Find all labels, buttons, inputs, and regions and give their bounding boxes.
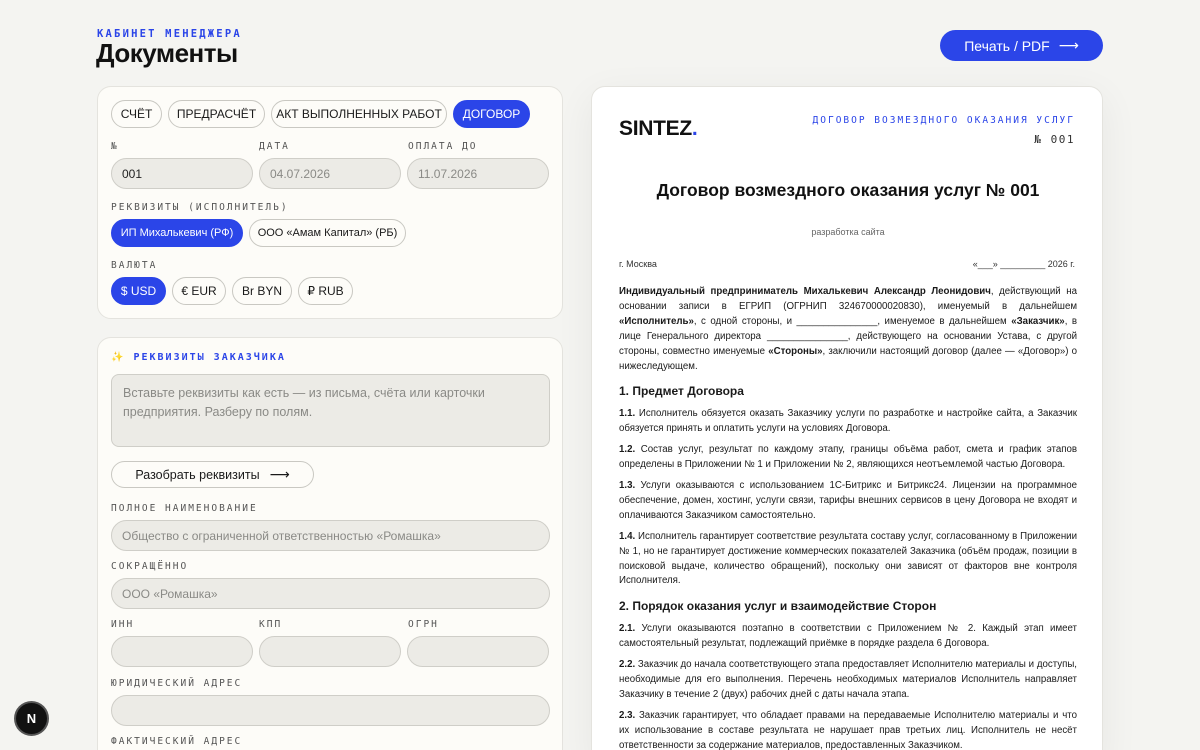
executor-option-ip[interactable]: ИП Михалькевич (РФ) [111, 219, 243, 247]
company-logo: SINTEZ. [619, 117, 698, 140]
currency-label: ВАЛЮТА [111, 260, 158, 271]
number-input[interactable]: 001 [111, 158, 253, 189]
date-label: ДАТА [259, 141, 290, 152]
print-pdf-label: Печать / PDF [964, 37, 1050, 54]
document-number: № 001 [1034, 133, 1075, 146]
legal-address-label: ЮРИДИЧЕСКИЙ АДРЕС [111, 678, 243, 689]
date-input[interactable]: 04.07.2026 [259, 158, 401, 189]
inn-label: ИНН [111, 619, 135, 630]
document-preview [591, 86, 1103, 750]
number-label: № [111, 141, 119, 152]
section-2-heading: 2. Порядок оказания услуг и взаимодействие Сторон [619, 599, 937, 614]
document-subtitle: разработка сайта [811, 227, 885, 237]
parse-details-label: Разобрать реквизиты [135, 467, 260, 482]
document-settings-card [97, 86, 563, 319]
doc-type-invoice[interactable]: СЧЁТ [111, 100, 162, 128]
currency-usd[interactable]: $ USD [111, 277, 166, 305]
clause-1-4: 1.4. Исполнитель гарантирует соответствие результата составу услуг, согласованному в Приложении № 1, но не гарантирует достижение коммерческих показателей Заказчика (объём продаж, позиции в поисковой выдаче, количество обращений), поскольку они зависят от факторов вне контроля Исполнителя. [619, 530, 1077, 587]
due-date-input[interactable]: 11.07.2026 [407, 158, 549, 189]
customer-details-card [97, 337, 563, 750]
print-pdf-button[interactable] [940, 30, 1103, 61]
clause-2-1: 2.1. Услуги оказываются поэтапно в соответствии с Приложением № 2. Каждый этап имеет самостоятельный результат, подлежащий приёмке в порядке раздела 6 Договора. [619, 623, 1077, 650]
currency-eur[interactable]: € EUR [172, 277, 226, 305]
doc-type-contract[interactable]: ДОГОВОР [453, 100, 530, 128]
document-body [619, 285, 1077, 750]
kpp-input[interactable] [259, 636, 401, 667]
clause-2-2: 2.2. Заказчик до начала соответствующего этапа предоставляет Исполнителю материалы и доступы, необходимые для его выполнения. Перечень необходимых материалов Исполнитель направляет Заказчику в течение 2 (двух) рабочих дней с даты начала этапа. [619, 659, 1077, 700]
clause-2-3: 2.3. Заказчик гарантирует, что обладает правами на передаваемые Исполнителю материалы и что их использование в составе результата не нарушает прав третьих лиц. Исполнитель не несёт ответственности за содержание материалов, предоставленных Заказчиком. [619, 709, 1077, 750]
arrow-right-icon: ⟶ [1058, 37, 1079, 53]
executor-option-ooo[interactable]: ООО «Амам Капитал» (РБ) [249, 219, 406, 247]
arrow-right-icon: ⟶ [269, 466, 290, 482]
ogrn-input[interactable] [407, 636, 549, 667]
doc-type-act[interactable]: АКТ ВЫПОЛНЕННЫХ РАБОТ [271, 100, 447, 128]
page-subtitle: КАБИНЕТ МЕНЕДЖЕРА [97, 28, 242, 40]
full-name-input[interactable]: Общество с ограниченной ответственностью «Ромашка» [111, 520, 550, 551]
section-1-heading: 1. Предмет Договора [619, 384, 744, 399]
document-date: «___» _________ 2026 г. [972, 259, 1075, 269]
due-date-label: ОПЛАТА ДО [408, 141, 478, 152]
page-title: Документы [96, 38, 238, 68]
currency-byn[interactable]: Br BYN [232, 277, 292, 305]
kpp-label: КПП [259, 619, 283, 630]
full-name-label: ПОЛНОЕ НАИМЕНОВАНИЕ [111, 503, 258, 514]
parse-details-button[interactable] [111, 461, 314, 488]
legal-address-input[interactable] [111, 695, 550, 726]
next-badge-icon[interactable]: N [16, 703, 47, 734]
document-city: г. Москва [619, 259, 657, 269]
inn-input[interactable] [111, 636, 253, 667]
executor-label: РЕКВИЗИТЫ (ИСПОЛНИТЕЛЬ) [111, 202, 289, 213]
actual-address-label: ФАКТИЧЕСКИЙ АДРЕС [111, 736, 243, 747]
short-name-input[interactable]: ООО «Ромашка» [111, 578, 550, 609]
document-kind: ДОГОВОР ВОЗМЕЗДНОГО ОКАЗАНИЯ УСЛУГ [812, 115, 1075, 126]
ogrn-label: ОГРН [408, 619, 439, 630]
intro-paragraph: Индивидуальный предприниматель Михалькевич Александр Леонидович, действующий на основании записи в ЕГРИП (ОГРНИП 324670000020830), именуемый в дальнейшем «Исполнитель», с одной стороны, и _______________, именуемое в дальнейшем «Заказчик», в лице Генерального директора _______________, действующего на основании Устава, с другой стороны, совместно именуемые «Стороны», заключили настоящий договор (далее — «Договор») о нижеследующем. [619, 286, 1078, 372]
doc-type-estimate[interactable]: ПРЕДРАСЧЁТ [168, 100, 265, 128]
customer-section-title: ✨ РЕКВИЗИТЫ ЗАКАЗЧИКА [111, 352, 286, 363]
document-title: Договор возмездного оказания услуг № 001 [656, 180, 1040, 200]
paste-details-textarea[interactable]: Вставьте реквизиты как есть — из письма, счёта или карточки предприятия. Разберу по полям. [111, 374, 550, 447]
clause-1-3: 1.3. Услуги оказываются с использованием 1С-Битрикс и Битрикс24. Лицензии на программное обеспечение, домен, хостинг, услуги связи, тарифы внешних сервисов в цену Договора не входят и оплачиваются Заказчиком самостоятельно. [619, 479, 1077, 521]
short-name-label: СОКРАЩЁННО [111, 561, 189, 572]
currency-rub[interactable]: ₽ RUB [298, 277, 353, 305]
clause-1-1: 1.1. Исполнитель обязуется оказать Заказчику услуги по разработке и настройке сайта, а Заказчик обязуется принять и оплатить услуги на условиях Договора. [619, 408, 1077, 435]
clause-1-2: 1.2. Состав услуг, результат по каждому этапу, границы объёма работ, смета и график этапов определены в Приложении № 1 и Приложении № 2, являющихся неотъемлемой частью Договора. [619, 444, 1077, 471]
